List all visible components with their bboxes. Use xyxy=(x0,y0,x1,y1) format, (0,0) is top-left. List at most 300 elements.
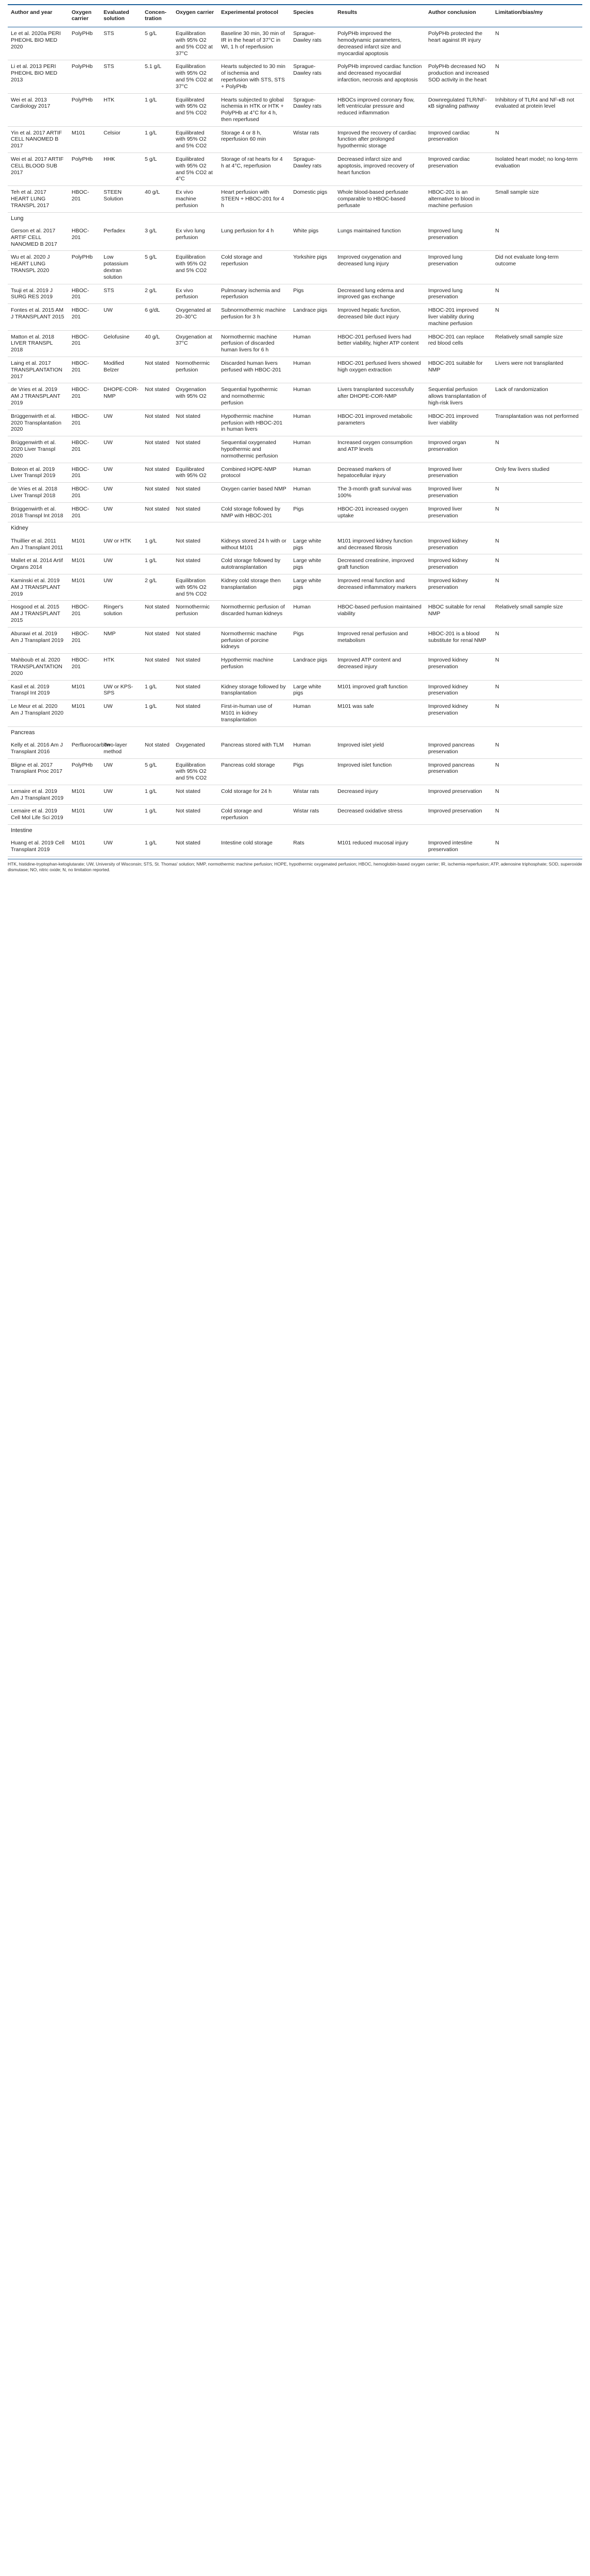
section-label: Lung xyxy=(11,215,24,222)
section-label: Pancreas xyxy=(11,729,35,736)
table-cell: PolyPHb xyxy=(69,153,100,186)
table-cell: White pigs xyxy=(290,225,334,251)
table-cell: N xyxy=(492,574,582,600)
table-cell: Fontes et al. 2015 AM J TRANSPLANT 2015 xyxy=(8,304,69,330)
column-header: Author conclusion xyxy=(425,5,492,27)
table-cell: NMP xyxy=(100,627,142,653)
column-header: Concen-tration xyxy=(142,5,173,27)
table-cell: Improved intestine preservation xyxy=(425,837,492,856)
table-cell: Yorkshire pigs xyxy=(290,251,334,284)
table-cell: HBOC-201 xyxy=(69,284,100,304)
table-cell: Improved islet yield xyxy=(334,739,425,758)
table-cell: M101 xyxy=(69,837,100,856)
table-cell: UW xyxy=(100,483,142,503)
table-cell: 1 g/L xyxy=(142,126,173,152)
table-cell: UW or KPS-SPS xyxy=(100,680,142,700)
table-row xyxy=(8,251,582,284)
table-cell: Improved kidney preservation xyxy=(425,654,492,680)
table-cell: Not stated xyxy=(142,410,173,436)
table-cell: Lung perfusion for 4 h xyxy=(218,225,290,251)
table-cell: UW xyxy=(100,463,142,483)
table-cell: Not stated xyxy=(173,805,218,825)
table-cell: Large white pigs xyxy=(290,554,334,574)
table-cell: N xyxy=(492,739,582,758)
table-cell: Thuillier et al. 2011 Am J Transplant 2011 xyxy=(8,535,69,554)
table-cell: Equilibration with 95% O2 and 5% CO2 xyxy=(173,758,218,785)
table-cell: Lemaire et al. 2019 Am J Transplant 2019 xyxy=(8,785,69,805)
table-cell: Pancreas stored with TLM xyxy=(218,739,290,758)
table-cell: Improved kidney preservation xyxy=(425,574,492,600)
table-cell: Improved oxygenation and decreased lung injury xyxy=(334,251,425,284)
table-cell: PolyPHb improved cardiac function and decreased myocardial infarction, necrosis and apoptosis xyxy=(334,60,425,93)
table-footnote: HTK, histidine-tryptophan-ketoglutarate; UW, University of Wisconsin; STS, St. Thomas' solution; NMP, normothermic machine perfusion; HOPE, hypothermic oxygenated perfusion; HBOC, hemoglobin-based oxygen carrier; IR, ischemia-reperfusion; ATP, adenosine triphosphate; SOD, superoxide dismutase; NO, nitric oxide; N, no limitation reported. xyxy=(8,859,582,872)
table-cell: Large white pigs xyxy=(290,574,334,600)
table-row xyxy=(8,153,582,186)
table-cell: Improved liver preservation xyxy=(425,483,492,503)
table-cell: Livers were not transplanted xyxy=(492,357,582,383)
table-cell: Perfluorocarbon xyxy=(69,739,100,758)
section-label: Intestine xyxy=(11,827,32,834)
table-cell: Wu et al. 2020 J HEART LUNG TRANSPL 2020 xyxy=(8,251,69,284)
table-cell: N xyxy=(492,436,582,463)
table-cell: UW xyxy=(100,554,142,574)
table-cell: Not stated xyxy=(173,410,218,436)
section-label: Kidney xyxy=(11,525,28,532)
table-row xyxy=(8,554,582,574)
table-cell: M101 was safe xyxy=(334,700,425,726)
table-cell: Improved lung preservation xyxy=(425,284,492,304)
table-cell: Not stated xyxy=(142,383,173,410)
table-cell: Kidneys stored 24 h with or without M101 xyxy=(218,535,290,554)
table-cell: 5.1 g/L xyxy=(142,60,173,93)
table-cell: Improved lung preservation xyxy=(425,225,492,251)
table-cell: Teh et al. 2017 HEART LUNG TRANSPL 2017 xyxy=(8,186,69,212)
table-cell: N xyxy=(492,502,582,522)
table-cell: N xyxy=(492,805,582,825)
table-cell: Gerson et al. 2017 ARTIF CELL NANOMED B 2017 xyxy=(8,225,69,251)
table-cell: Not stated xyxy=(142,654,173,680)
table-cell: Subnormothermic machine perfusion for 3 h xyxy=(218,304,290,330)
column-header: Experimental protocol xyxy=(218,5,290,27)
table-cell: Equilibrated with 95% O2 and 5% CO2 at 4°C xyxy=(173,153,218,186)
table-cell: Hypothermic machine perfusion with HBOC-201 in human livers xyxy=(218,410,290,436)
table-cell: Normothermic perfusion of discarded human kidneys xyxy=(218,601,290,627)
table-cell: Not stated xyxy=(173,700,218,726)
table-cell: UW xyxy=(100,574,142,600)
table-cell: Inhibitory of TLR4 and NF-κB not evaluated at protein level xyxy=(492,93,582,126)
section-label-row xyxy=(8,825,582,837)
table-cell: Improved ATP content and decreased injury xyxy=(334,654,425,680)
table-row xyxy=(8,805,582,825)
table-cell: Human xyxy=(290,357,334,383)
table-cell: de Vries et al. 2018 Liver Transpl 2018 xyxy=(8,483,69,503)
table-cell: Normothermic machine perfusion of discarded human livers for 6 h xyxy=(218,330,290,357)
table-cell: 40 g/L xyxy=(142,186,173,212)
table-cell: Equilibration with 95% O2 and 5% CO2 xyxy=(173,251,218,284)
table-cell: Oxygenated at 20–30°C xyxy=(173,304,218,330)
table-row xyxy=(8,357,582,383)
table-cell: Kasil et al. 2019 Transpl Int 2019 xyxy=(8,680,69,700)
table-cell: STS xyxy=(100,27,142,60)
table-cell: Bligne et al. 2017 Transplant Proc 2017 xyxy=(8,758,69,785)
table-cell: N xyxy=(492,284,582,304)
table-cell: Small sample size xyxy=(492,186,582,212)
table-cell: Not stated xyxy=(142,739,173,758)
table-cell: Improved kidney preservation xyxy=(425,700,492,726)
table-row xyxy=(8,383,582,410)
table-cell: PolyPHb xyxy=(69,60,100,93)
table-cell: Improved the recovery of cardiac function after prolonged hypothermic storage xyxy=(334,126,425,152)
table-cell: HBOC-201 improved liver viability xyxy=(425,410,492,436)
table-cell: Boteon et al. 2019 Liver Transpl 2019 xyxy=(8,463,69,483)
table-cell: Equilibrated with 95% O2 xyxy=(173,463,218,483)
table-row xyxy=(8,93,582,126)
table-cell: Oxygenation with 95% O2 xyxy=(173,383,218,410)
column-header: Evaluated solution xyxy=(100,5,142,27)
table-row xyxy=(8,126,582,152)
table-row xyxy=(8,574,582,600)
column-header: Species xyxy=(290,5,334,27)
table-cell: Cold storage followed by NMP with HBOC-201 xyxy=(218,502,290,522)
table-cell: DHOPE-COR-NMP xyxy=(100,383,142,410)
table-cell: Aburawi et al. 2019 Am J Transplant 2019 xyxy=(8,627,69,653)
table-cell: 40 g/L xyxy=(142,330,173,357)
table-cell: HBOC-based perfusion maintained viability xyxy=(334,601,425,627)
table-cell: Ringer's solution xyxy=(100,601,142,627)
table-cell: N xyxy=(492,60,582,93)
table-cell: M101 xyxy=(69,680,100,700)
table-cell: Human xyxy=(290,436,334,463)
table-cell: N xyxy=(492,554,582,574)
table-cell: Wistar rats xyxy=(290,805,334,825)
table-cell: Not stated xyxy=(173,680,218,700)
table-cell: Improved kidney preservation xyxy=(425,554,492,574)
table-cell: Hosgood et al. 2015 AM J TRANSPLANT 2015 xyxy=(8,601,69,627)
table-row xyxy=(8,654,582,680)
table-cell: UW or HTK xyxy=(100,535,142,554)
table-cell: HBOC-201 xyxy=(69,330,100,357)
table-cell: Kelly et al. 2016 Am J Transplant 2016 xyxy=(8,739,69,758)
table-row xyxy=(8,758,582,785)
table-cell: HBOC-201 xyxy=(69,654,100,680)
table-cell: 5 g/L xyxy=(142,153,173,186)
table-cell: N xyxy=(492,483,582,503)
table-cell: Not stated xyxy=(142,601,173,627)
table-cell: Transplantation was not performed xyxy=(492,410,582,436)
table-cell: Sprague-Dawley rats xyxy=(290,93,334,126)
table-cell: Not stated xyxy=(173,627,218,653)
table-cell: Laing et al. 2017 TRANSPLANTATION 2017 xyxy=(8,357,69,383)
table-cell: The 3-month graft survival was 100% xyxy=(334,483,425,503)
table-cell: Decreased injury xyxy=(334,785,425,805)
table-row xyxy=(8,739,582,758)
table-cell: Low potassium dextran solution xyxy=(100,251,142,284)
table-row xyxy=(8,284,582,304)
table-row xyxy=(8,502,582,522)
table-cell: Ex vivo perfusion xyxy=(173,284,218,304)
table-cell: Improved renal function and decreased inflammatory markers xyxy=(334,574,425,600)
table-cell: Only few livers studied xyxy=(492,463,582,483)
table-row xyxy=(8,410,582,436)
table-cell: Wistar rats xyxy=(290,785,334,805)
table-cell: 3 g/L xyxy=(142,225,173,251)
table-cell: Human xyxy=(290,739,334,758)
table-cell: Not stated xyxy=(173,837,218,856)
table-row xyxy=(8,601,582,627)
table-cell: Heart perfusion with STEEN + HBOC-201 for 4 h xyxy=(218,186,290,212)
table-cell: Landrace pigs xyxy=(290,654,334,680)
table-cell: Improved islet function xyxy=(334,758,425,785)
table-cell: Ex vivo machine perfusion xyxy=(173,186,218,212)
table-cell: de Vries et al. 2019 AM J TRANSPLANT 2019 xyxy=(8,383,69,410)
table-cell: Intestine cold storage xyxy=(218,837,290,856)
table-cell: M101 xyxy=(69,574,100,600)
table-cell: UW xyxy=(100,436,142,463)
table-cell: N xyxy=(492,785,582,805)
table-cell: Pigs xyxy=(290,284,334,304)
table-cell: HBOC-201 xyxy=(69,463,100,483)
table-cell: UW xyxy=(100,410,142,436)
table-cell: 1 g/L xyxy=(142,535,173,554)
table-cell: Wei et al. 2013 Cardiology 2017 xyxy=(8,93,69,126)
table-cell: HBOC-201 can replace red blood cells xyxy=(425,330,492,357)
data-table xyxy=(8,4,582,857)
table-cell: HBOC-201 suitable for NMP xyxy=(425,357,492,383)
table-cell: Not stated xyxy=(173,535,218,554)
table-cell: Decreased creatinine, improved graft function xyxy=(334,554,425,574)
table-row xyxy=(8,463,582,483)
table-cell: Relatively small sample size xyxy=(492,601,582,627)
table-cell: HBOC-201 xyxy=(69,225,100,251)
table-cell: HBOC-201 xyxy=(69,357,100,383)
table-cell: Brüggenwirth et al. 2020 Transplantation 2020 xyxy=(8,410,69,436)
table-cell: Improved kidney preservation xyxy=(425,535,492,554)
table-cell: UW xyxy=(100,805,142,825)
column-header: Oxygen carrier xyxy=(173,5,218,27)
table-cell: Improved preservation xyxy=(425,805,492,825)
table-cell: Normothermic perfusion xyxy=(173,601,218,627)
table-cell: N xyxy=(492,304,582,330)
table-cell: HBOCs improved coronary flow, left ventricular pressure and reduced inflammation xyxy=(334,93,425,126)
table-cell: Human xyxy=(290,410,334,436)
table-row xyxy=(8,535,582,554)
table-cell: 1 g/L xyxy=(142,554,173,574)
table-cell: HBOC-201 xyxy=(69,186,100,212)
table-cell: Ex vivo lung perfusion xyxy=(173,225,218,251)
table-cell: Improved organ preservation xyxy=(425,436,492,463)
table-cell: Yin et al. 2017 ARTIF CELL NANOMED B 2017 xyxy=(8,126,69,152)
table-cell: HBOC-201 xyxy=(69,627,100,653)
table-cell: PolyPHb protected the heart against IR injury xyxy=(425,27,492,60)
table-cell: Combined HOPE-NMP protocol xyxy=(218,463,290,483)
table-cell: N xyxy=(492,837,582,856)
table-cell: Human xyxy=(290,700,334,726)
table-cell: PolyPHb decreased NO production and increased SOD activity in the heart xyxy=(425,60,492,93)
table-row xyxy=(8,60,582,93)
section-label-row xyxy=(8,212,582,225)
table-cell: Cold storage and reperfusion xyxy=(218,805,290,825)
table-cell: Improved kidney preservation xyxy=(425,680,492,700)
table-row xyxy=(8,27,582,60)
table-row xyxy=(8,330,582,357)
table-cell: Improved lung preservation xyxy=(425,251,492,284)
table-cell: Mahboub et al. 2020 TRANSPLANTATION 2020 xyxy=(8,654,69,680)
table-cell: HTK xyxy=(100,654,142,680)
table-cell: Oxygenated xyxy=(173,739,218,758)
table-cell: Kidney cold storage then transplantation xyxy=(218,574,290,600)
table-cell: UW xyxy=(100,837,142,856)
table-cell: Rats xyxy=(290,837,334,856)
table-body xyxy=(8,27,582,857)
table-cell: Livers transplanted successfully after DHOPE-COR-NMP xyxy=(334,383,425,410)
table-cell: Improved liver preservation xyxy=(425,463,492,483)
table-cell: Human xyxy=(290,330,334,357)
table-row xyxy=(8,837,582,856)
table-cell: Not stated xyxy=(173,554,218,574)
table-cell: STS xyxy=(100,60,142,93)
table-cell: PolyPHb xyxy=(69,251,100,284)
table-cell: Decreased lung edema and improved gas exchange xyxy=(334,284,425,304)
table-cell: HBOC-201 perfused livers had better viability, higher ATP content xyxy=(334,330,425,357)
column-header: Results xyxy=(334,5,425,27)
table-cell: Normothermic machine perfusion of porcine kidneys xyxy=(218,627,290,653)
table-cell: Tsuji et al. 2019 J SURG RES 2019 xyxy=(8,284,69,304)
table-cell: Pancreas cold storage xyxy=(218,758,290,785)
table-cell: HBOC-201 xyxy=(69,601,100,627)
table-cell: M101 xyxy=(69,805,100,825)
table-cell: Brüggenwirth et al. 2018 Transpl Int 2018 xyxy=(8,502,69,522)
table-row xyxy=(8,700,582,726)
table-cell: Sequential perfusion allows transplantation of high-risk livers xyxy=(425,383,492,410)
table-cell: Lemaire et al. 2019 Cell Mol Life Sci 2019 xyxy=(8,805,69,825)
table-cell: HBOC-201 xyxy=(69,383,100,410)
table-cell: M101 xyxy=(69,700,100,726)
table-cell: 1 g/L xyxy=(142,837,173,856)
table-cell: 1 g/L xyxy=(142,680,173,700)
table-cell: Not stated xyxy=(142,436,173,463)
table-cell: Pigs xyxy=(290,627,334,653)
table-cell: Celsior xyxy=(100,126,142,152)
table-cell: Equilibration with 95% O2 and 5% CO2 at 37°C xyxy=(173,27,218,60)
table-cell: Decreased markers of hepatocellular injury xyxy=(334,463,425,483)
table-cell: Not stated xyxy=(173,502,218,522)
table-cell: Large white pigs xyxy=(290,680,334,700)
table-cell: Kaminski et al. 2019 AM J TRANSPLANT 2019 xyxy=(8,574,69,600)
table-cell: 1 g/L xyxy=(142,93,173,126)
table-row xyxy=(8,436,582,463)
table-row xyxy=(8,785,582,805)
table-cell: HBOC-201 is an alternative to blood in machine perfusion xyxy=(425,186,492,212)
table-cell: UW xyxy=(100,700,142,726)
table-cell: M101 xyxy=(69,126,100,152)
table-cell: Pulmonary ischemia and reperfusion xyxy=(218,284,290,304)
table-cell: Mallet et al. 2014 Artif Organs 2014 xyxy=(8,554,69,574)
table-cell: 5 g/L xyxy=(142,758,173,785)
table-cell: Not stated xyxy=(173,654,218,680)
column-header: Oxygen carrier xyxy=(69,5,100,27)
table-cell: Sprague-Dawley rats xyxy=(290,60,334,93)
table-cell: N xyxy=(492,654,582,680)
table-cell: Not stated xyxy=(142,357,173,383)
table-cell: Matton et al. 2018 LIVER TRANSPL 2018 xyxy=(8,330,69,357)
table-cell: Relatively small sample size xyxy=(492,330,582,357)
table-cell: Not stated xyxy=(142,502,173,522)
table-cell: Not stated xyxy=(142,627,173,653)
table-cell: Oxygen carrier based NMP xyxy=(218,483,290,503)
table-cell: M101 xyxy=(69,785,100,805)
table-cell: Wei et al. 2017 ARTIF CELL BLOOD SUB 2017 xyxy=(8,153,69,186)
table-cell: N xyxy=(492,700,582,726)
table-cell: UW xyxy=(100,304,142,330)
table-row xyxy=(8,186,582,212)
table-cell: 5 g/L xyxy=(142,27,173,60)
table-row xyxy=(8,680,582,700)
table-cell: Human xyxy=(290,383,334,410)
section-label-row xyxy=(8,522,582,535)
table-cell: Hypothermic machine perfusion xyxy=(218,654,290,680)
table-cell: HBOC-201 xyxy=(69,436,100,463)
table-cell: HBOC-201 is a blood substitute for renal NMP xyxy=(425,627,492,653)
table-cell: 6 g/dL xyxy=(142,304,173,330)
table-cell: Improved renal perfusion and metabolism xyxy=(334,627,425,653)
table-cell: 1 g/L xyxy=(142,785,173,805)
table-cell: N xyxy=(492,225,582,251)
table-cell: First-in-human use of M101 in kidney transplantation xyxy=(218,700,290,726)
table-cell: Le et al. 2020a PERI PHEOHL BIO MED 2020 xyxy=(8,27,69,60)
table-cell: M101 improved kidney function and decreased fibrosis xyxy=(334,535,425,554)
table-cell: HBOC-201 xyxy=(69,304,100,330)
table-cell: Sprague-Dawley rats xyxy=(290,27,334,60)
section-label-row xyxy=(8,726,582,739)
table-cell: N xyxy=(492,126,582,152)
table-cell: Improved preservation xyxy=(425,785,492,805)
table-cell: HBOC-201 xyxy=(69,410,100,436)
table-cell: HBOC-201 xyxy=(69,483,100,503)
table-cell: Human xyxy=(290,463,334,483)
table-row xyxy=(8,483,582,503)
table-cell: 2 g/L xyxy=(142,284,173,304)
table-cell: Le Meur et al. 2020 Am J Transplant 2020 xyxy=(8,700,69,726)
table-cell: Wistar rats xyxy=(290,126,334,152)
table-cell: HTK xyxy=(100,93,142,126)
table-cell: PolyPHb xyxy=(69,27,100,60)
table-cell: Hearts subjected to 30 min of ischemia and reperfusion with STS, STS + PolyPHb xyxy=(218,60,290,93)
table-cell: STEEN Solution xyxy=(100,186,142,212)
table-cell: Storage 4 or 8 h, reperfusion 60 min xyxy=(218,126,290,152)
table-cell: Improved pancreas preservation xyxy=(425,758,492,785)
header-row xyxy=(8,5,582,27)
table-cell: Oxygenation at 37°C xyxy=(173,330,218,357)
table-cell: HBOC-201 xyxy=(69,502,100,522)
table-cell: Equilibration with 95% O2 and 5% CO2 at 37°C xyxy=(173,60,218,93)
table-cell: Improved liver preservation xyxy=(425,502,492,522)
table-cell: Hearts subjected to global ischemia in HTK or HTK + PolyPHb at 4°C for 4 h, then reperfused xyxy=(218,93,290,126)
table-cell: HBOC suitable for renal NMP xyxy=(425,601,492,627)
table-cell: Li et al. 2013 PERI PHEOHL BIO MED 2013 xyxy=(8,60,69,93)
table-cell: M101 xyxy=(69,535,100,554)
table-cell: Equilibration with 95% O2 and 5% CO2 xyxy=(173,574,218,600)
table-cell: N xyxy=(492,758,582,785)
table-cell: 2 g/L xyxy=(142,574,173,600)
table-cell: Two-layer method xyxy=(100,739,142,758)
table-cell: N xyxy=(492,27,582,60)
table-cell: HBOC-201 increased oxygen uptake xyxy=(334,502,425,522)
table-cell: UW xyxy=(100,758,142,785)
table-cell: HHK xyxy=(100,153,142,186)
table-cell: Equilibrated with 95% O2 and 5% CO2 xyxy=(173,126,218,152)
table-cell: Modified Belzer xyxy=(100,357,142,383)
table-cell: PolyPHb improved the hemodynamic parameters, decreased infarct size and myocardial apoptosis xyxy=(334,27,425,60)
